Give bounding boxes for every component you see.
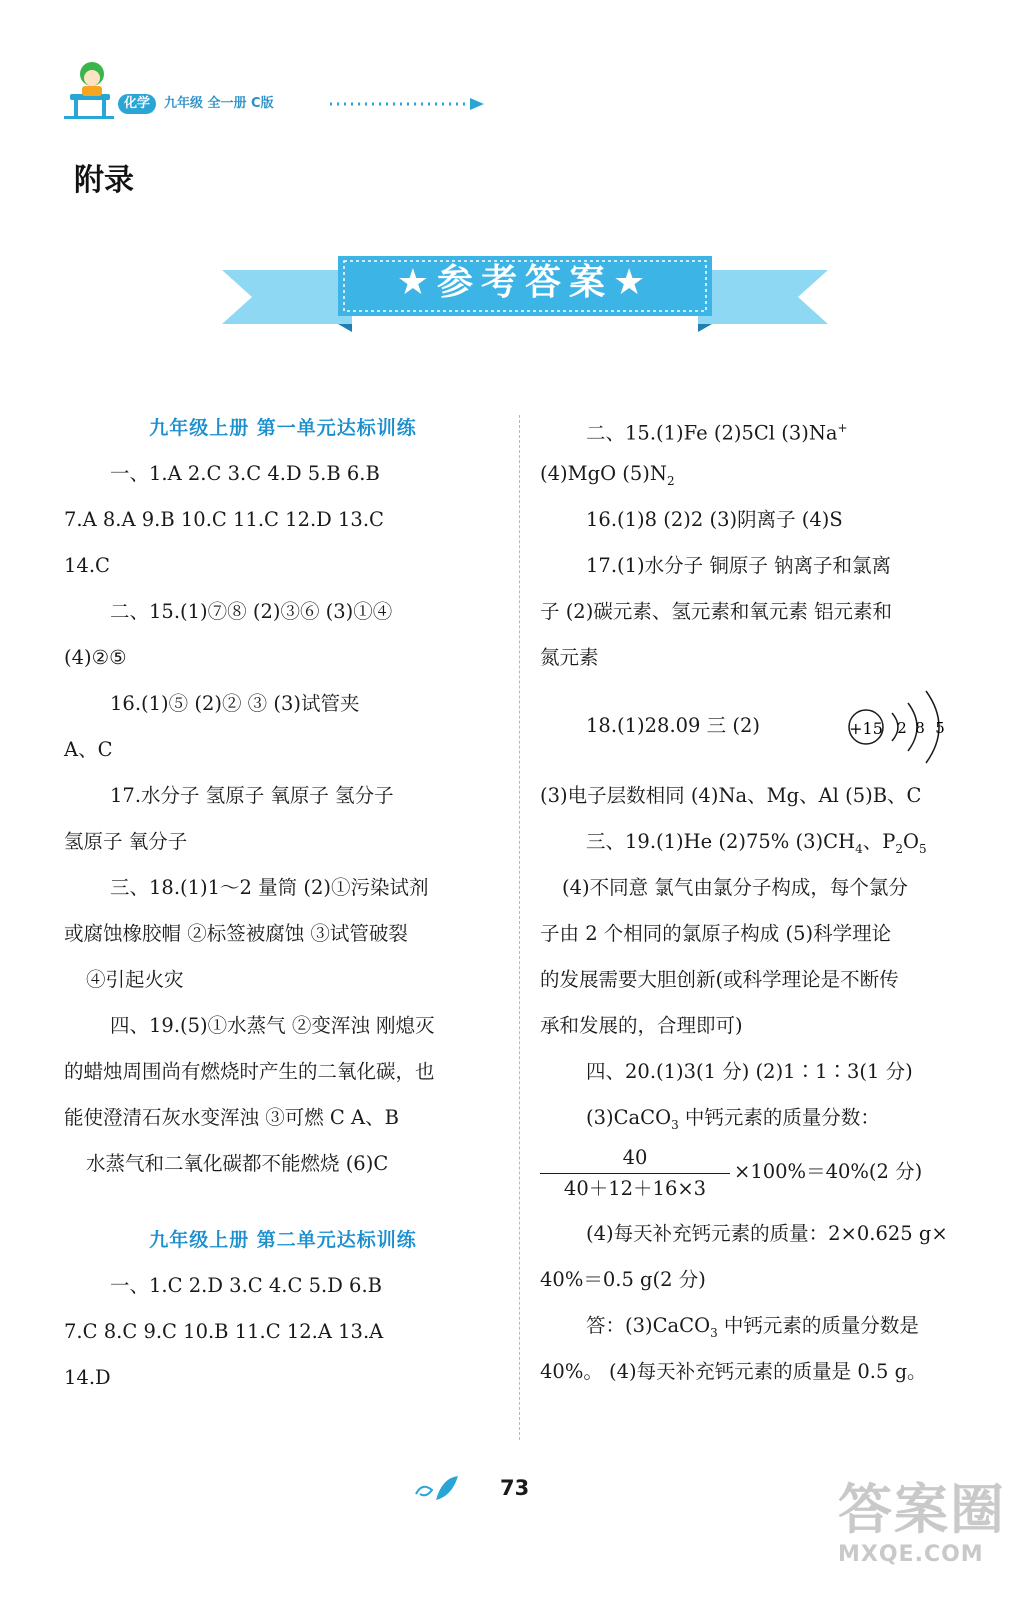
answer-line: 16.(1)⑤ (2)② ③ (3)试管夹 — [110, 692, 360, 715]
page-header — [62, 60, 502, 130]
answer-line: (4)每天补充钙元素的质量：2×0.625 g× — [586, 1222, 948, 1245]
answer-line: 四、20.(1)3(1 分) (2)1∶1∶3(1 分) — [586, 1060, 913, 1083]
answer-line: 的发展需要大胆创新(或科学理论是不断传 — [540, 968, 899, 991]
answer-line: 17.水分子 氢原子 氧原子 氢分子 — [110, 784, 394, 807]
unit1-title: 九年级上册 第一单元达标训练 — [149, 417, 417, 439]
column-divider — [519, 415, 520, 1440]
answer-line: 16.(1)8 (2)2 (3)阴离子 (4)S — [586, 508, 843, 531]
answer-line: 四、19.(5)①水蒸气 ②变浑浊 刚熄灭 — [110, 1014, 435, 1037]
leaf-swirl-icon — [412, 1472, 462, 1506]
answer-line: 或腐蚀橡胶帽 ②标签被腐蚀 ③试管破裂 — [64, 922, 408, 945]
answer-text: (3)CaCO — [586, 1106, 672, 1129]
answer-line — [540, 1303, 980, 1349]
subscript: 2 — [666, 473, 675, 488]
answer-line: A、C — [64, 738, 113, 761]
answer-line: 7.A 8.A 9.B 10.C 11.C 12.D 13.C — [64, 508, 384, 531]
right-column — [540, 405, 980, 1395]
answer-line: 40%＝0.5 g(2 分) — [540, 1268, 706, 1291]
section-title: 附录 — [74, 163, 134, 198]
answer-line: (4)②⑤ — [64, 646, 127, 669]
nucleus-label: +15 — [849, 719, 883, 738]
watermark-logo: 答案圈 — [838, 1478, 1006, 1541]
answer-line: 氢原子 氧分子 — [64, 830, 188, 853]
shell-electrons: 5 — [935, 719, 945, 737]
mascot-icon — [62, 60, 116, 120]
fraction-bar — [540, 1173, 730, 1174]
watermark — [838, 1478, 1028, 1588]
answer-line: 承和发展的，合理即可) — [540, 1014, 743, 1037]
spacer — [64, 1187, 502, 1217]
answer-line — [540, 451, 980, 497]
answer-text: 、P — [862, 830, 896, 853]
answer-line: ④引起火灾 — [86, 968, 184, 991]
shell-electrons: 8 — [915, 719, 925, 737]
subscript: 3 — [671, 1117, 679, 1132]
dotted-arrow-icon — [330, 96, 490, 112]
answer-line: 一、1.C 2.D 3.C 4.C 5.D 6.B — [110, 1274, 382, 1297]
page-number: 73 — [500, 1476, 530, 1500]
answer-line: 子 (2)碳元素、氢元素和氧元素 铝元素和 — [540, 600, 893, 623]
answer-line: 7.C 8.C 9.C 10.B 11.C 12.A 13.A — [64, 1320, 384, 1343]
answer-line: (4)不同意 氯气由氯分子构成，每个氯分 — [562, 876, 908, 899]
fraction-result: ×100%＝40%(2 分) — [734, 1160, 923, 1183]
answer-line: 氮元素 — [540, 646, 599, 669]
answer-line: 40%。 (4)每天补充钙元素的质量是 0.5 g。 — [540, 1360, 927, 1383]
answer-line: 三、18.(1)1～2 量筒 (2)①污染试剂 — [110, 876, 429, 899]
atom-structure-row — [540, 681, 980, 773]
answer-line: 的蜡烛周围尚有燃烧时产生的二氧化碳，也 — [64, 1060, 435, 1083]
answer-line: 17.(1)水分子 铜原子 钠离子和氯离 — [586, 554, 892, 577]
fraction-numerator: 40 — [622, 1146, 648, 1169]
answer-line: 一、1.A 2.C 3.C 4.D 5.B 6.B — [110, 462, 380, 485]
shell-electrons: 2 — [897, 719, 907, 737]
answer-text: (4)MgO (5)N — [540, 462, 667, 485]
answer-line: 水蒸气和二氧化碳都不能燃烧 (6)C — [86, 1152, 389, 1175]
answer-line: 14.C — [64, 554, 110, 577]
banner-title: ★参考答案★ — [396, 262, 654, 303]
grade-text: 九年级 全一册 C版 — [164, 96, 274, 111]
answer-line: 14.D — [64, 1366, 111, 1389]
answer-line: (3)电子层数相同 (4)Na、Mg、Al (5)B、C — [540, 784, 922, 807]
subject-badge: 化学 — [118, 94, 156, 114]
fraction-denominator: 40＋12＋16×3 — [563, 1177, 707, 1200]
answer-text: 中钙元素的质量分数是 — [717, 1314, 919, 1337]
subscript: 2 — [895, 841, 903, 856]
unit2-title: 九年级上册 第二单元达标训练 — [149, 1229, 417, 1251]
atom-structure-diagram — [846, 683, 956, 771]
superscript: + — [837, 421, 848, 435]
subscript: 3 — [710, 1325, 718, 1340]
answer-line: 子由 2 个相同的氯原子构成 (5)科学理论 — [540, 922, 892, 945]
subscript: 5 — [919, 841, 927, 856]
answer-text: 三、19.(1)He (2)75% (3)CH — [586, 830, 856, 853]
answer-text: 答：(3)CaCO — [586, 1314, 711, 1337]
answer-line — [540, 819, 980, 865]
answer-text: 18.(1)28.09 三 (2) — [586, 714, 760, 737]
fraction-formula — [540, 1141, 980, 1211]
answer-line: 能使澄清石灰水变浑浊 ③可燃 C A、B — [64, 1106, 399, 1129]
answer-text: 中钙元素的质量分数： — [678, 1106, 880, 1129]
answer-line — [540, 1095, 980, 1141]
fraction — [540, 1145, 730, 1202]
watermark-url: MXQE.COM — [838, 1542, 984, 1567]
left-column — [64, 405, 502, 1401]
answer-text: 二、15.(1)Fe (2)5Cl (3)Na — [586, 421, 838, 445]
answer-text: O — [903, 830, 919, 853]
answer-line: 二、15.(1)⑦⑧ (2)③⑥ (3)①④ — [110, 600, 393, 623]
answer-line — [540, 405, 980, 451]
subscript: 4 — [855, 841, 863, 856]
